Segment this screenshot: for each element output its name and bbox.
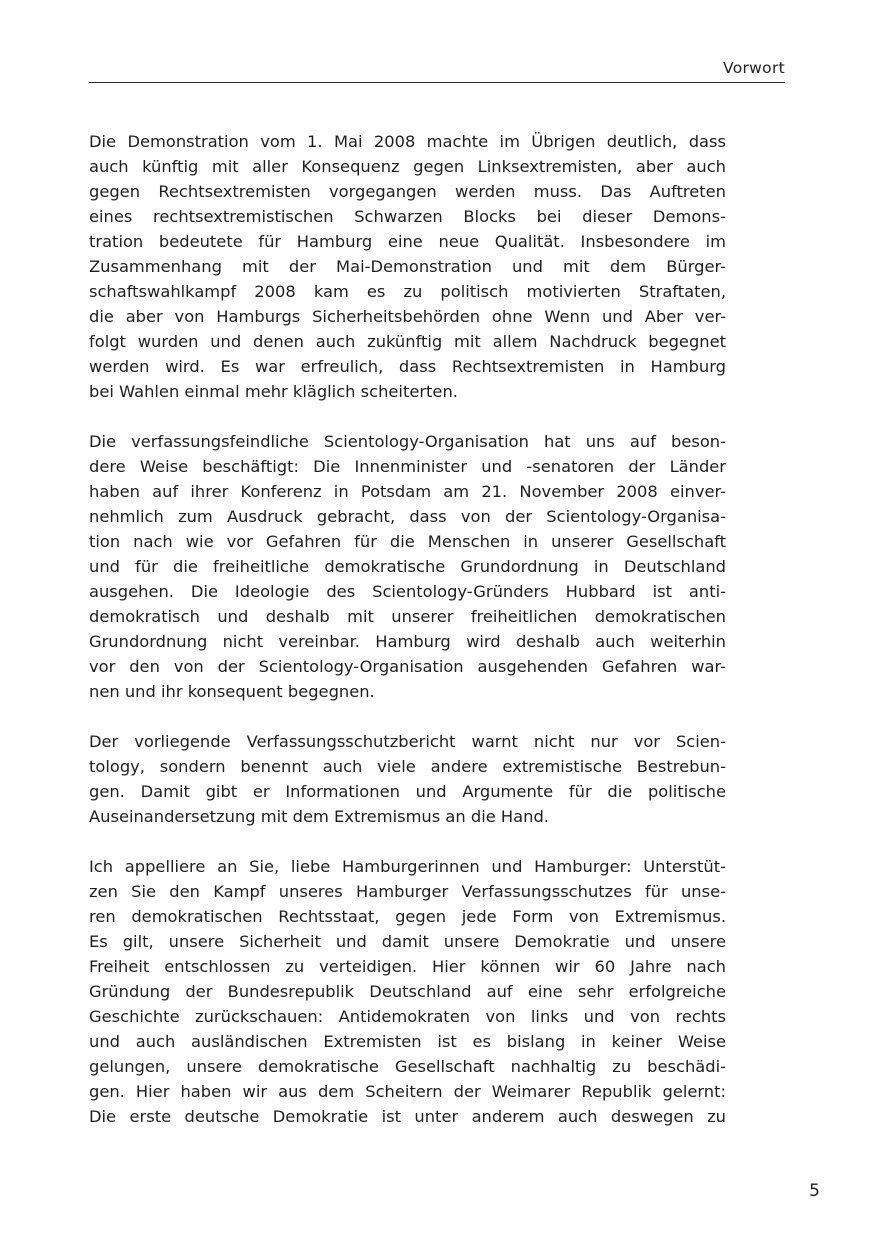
text-line: tion nach wie vor Gefahren für die Menschen in unserer Gesellschaft bbox=[89, 532, 726, 551]
text-line: Die verfassungsfeindliche Scientology-Organisation hat uns auf beson- bbox=[89, 432, 726, 451]
text-line: gelungen, unsere demokratische Gesellschaft nachhaltig zu beschädi- bbox=[89, 1057, 726, 1076]
text-line: bei Wahlen einmal mehr kläglich scheiterten. bbox=[89, 382, 458, 401]
page-number: 5 bbox=[809, 1181, 820, 1201]
text-line: werden wird. Es war erfreulich, dass Rechtsextremisten in Hamburg bbox=[89, 357, 726, 376]
text-line: Gründung der Bundesrepublik Deutschland auf eine sehr erfolgreiche bbox=[89, 982, 726, 1001]
text-line: haben auf ihrer Konferenz in Potsdam am 21. November 2008 einver- bbox=[89, 482, 726, 501]
text-line: gen. Damit gibt er Informationen und Argumente für die politische bbox=[89, 782, 726, 801]
text-line: zen Sie den Kampf unseres Hamburger Verfassungsschutzes für unse- bbox=[89, 882, 726, 901]
paragraph-2 bbox=[89, 429, 726, 704]
paragraph-4 bbox=[89, 854, 726, 1129]
text-line: dere Weise beschäftigt: Die Innenminister und -senatoren der Länder bbox=[89, 457, 726, 476]
text-line: ren demokratischen Rechtsstaat, gegen jede Form von Extremismus. bbox=[89, 907, 726, 926]
body-text bbox=[89, 129, 726, 1154]
text-line: auch künftig mit aller Konsequenz gegen Linksextremisten, aber auch bbox=[89, 157, 726, 176]
text-line: demokratisch und deshalb mit unserer freiheitlichen demokratischen bbox=[89, 607, 726, 626]
text-line: Es gilt, unsere Sicherheit und damit unsere Demokratie und unsere bbox=[89, 932, 726, 951]
text-line: nen und ihr konsequent begegnen. bbox=[89, 682, 375, 701]
text-line: gegen Rechtsextremisten vorgegangen werden muss. Das Auftreten bbox=[89, 182, 726, 201]
text-line: nehmlich zum Ausdruck gebracht, dass von der Scientology-Organisa- bbox=[89, 507, 726, 526]
text-line: ausgehen. Die Ideologie des Scientology-Gründers Hubbard ist anti- bbox=[89, 582, 726, 601]
text-line: folgt wurden und denen auch zukünftig mit allem Nachdruck begegnet bbox=[89, 332, 726, 351]
text-line: und auch ausländischen Extremisten ist es bislang in keiner Weise bbox=[89, 1032, 726, 1051]
paragraph-1 bbox=[89, 129, 726, 404]
text-line: eines rechtsextremistischen Schwarzen Blocks bei dieser Demons- bbox=[89, 207, 726, 226]
text-line: und für die freiheitliche demokratische Grundordnung in Deutschland bbox=[89, 557, 726, 576]
text-line: die aber von Hamburgs Sicherheitsbehörden ohne Wenn und Aber ver- bbox=[89, 307, 726, 326]
section-title: Vorwort bbox=[723, 59, 785, 77]
text-line: Die erste deutsche Demokratie ist unter anderem auch deswegen zu bbox=[89, 1107, 726, 1126]
text-line: tology, sondern benennt auch viele andere extremistische Bestrebun- bbox=[89, 757, 726, 776]
text-line: Der vorliegende Verfassungsschutzbericht warnt nicht nur vor Scien- bbox=[89, 732, 726, 751]
running-header bbox=[89, 58, 785, 83]
text-line: Die Demonstration vom 1. Mai 2008 machte im Übrigen deutlich, dass bbox=[89, 132, 726, 151]
paragraph-3 bbox=[89, 729, 726, 829]
text-line: Freiheit entschlossen zu verteidigen. Hier können wir 60 Jahre nach bbox=[89, 957, 726, 976]
text-line: gen. Hier haben wir aus dem Scheitern der Weimarer Republik gelernt: bbox=[89, 1082, 726, 1101]
text-line: Geschichte zurückschauen: Antidemokraten von links und von rechts bbox=[89, 1007, 726, 1026]
text-line: Auseinandersetzung mit dem Extremismus an die Hand. bbox=[89, 807, 549, 826]
text-line: Zusammenhang mit der Mai-Demonstration und mit dem Bürger- bbox=[89, 257, 726, 276]
text-line: Ich appelliere an Sie, liebe Hamburgerinnen und Hamburger: Unterstüt- bbox=[89, 857, 726, 876]
text-line: schaftswahlkampf 2008 kam es zu politisch motivierten Straftaten, bbox=[89, 282, 726, 301]
text-line: Grundordnung nicht vereinbar. Hamburg wird deshalb auch weiterhin bbox=[89, 632, 726, 651]
text-line: tration bedeutete für Hamburg eine neue Qualität. Insbesondere im bbox=[89, 232, 726, 251]
text-line: vor den von der Scientology-Organisation ausgehenden Gefahren war- bbox=[89, 657, 726, 676]
